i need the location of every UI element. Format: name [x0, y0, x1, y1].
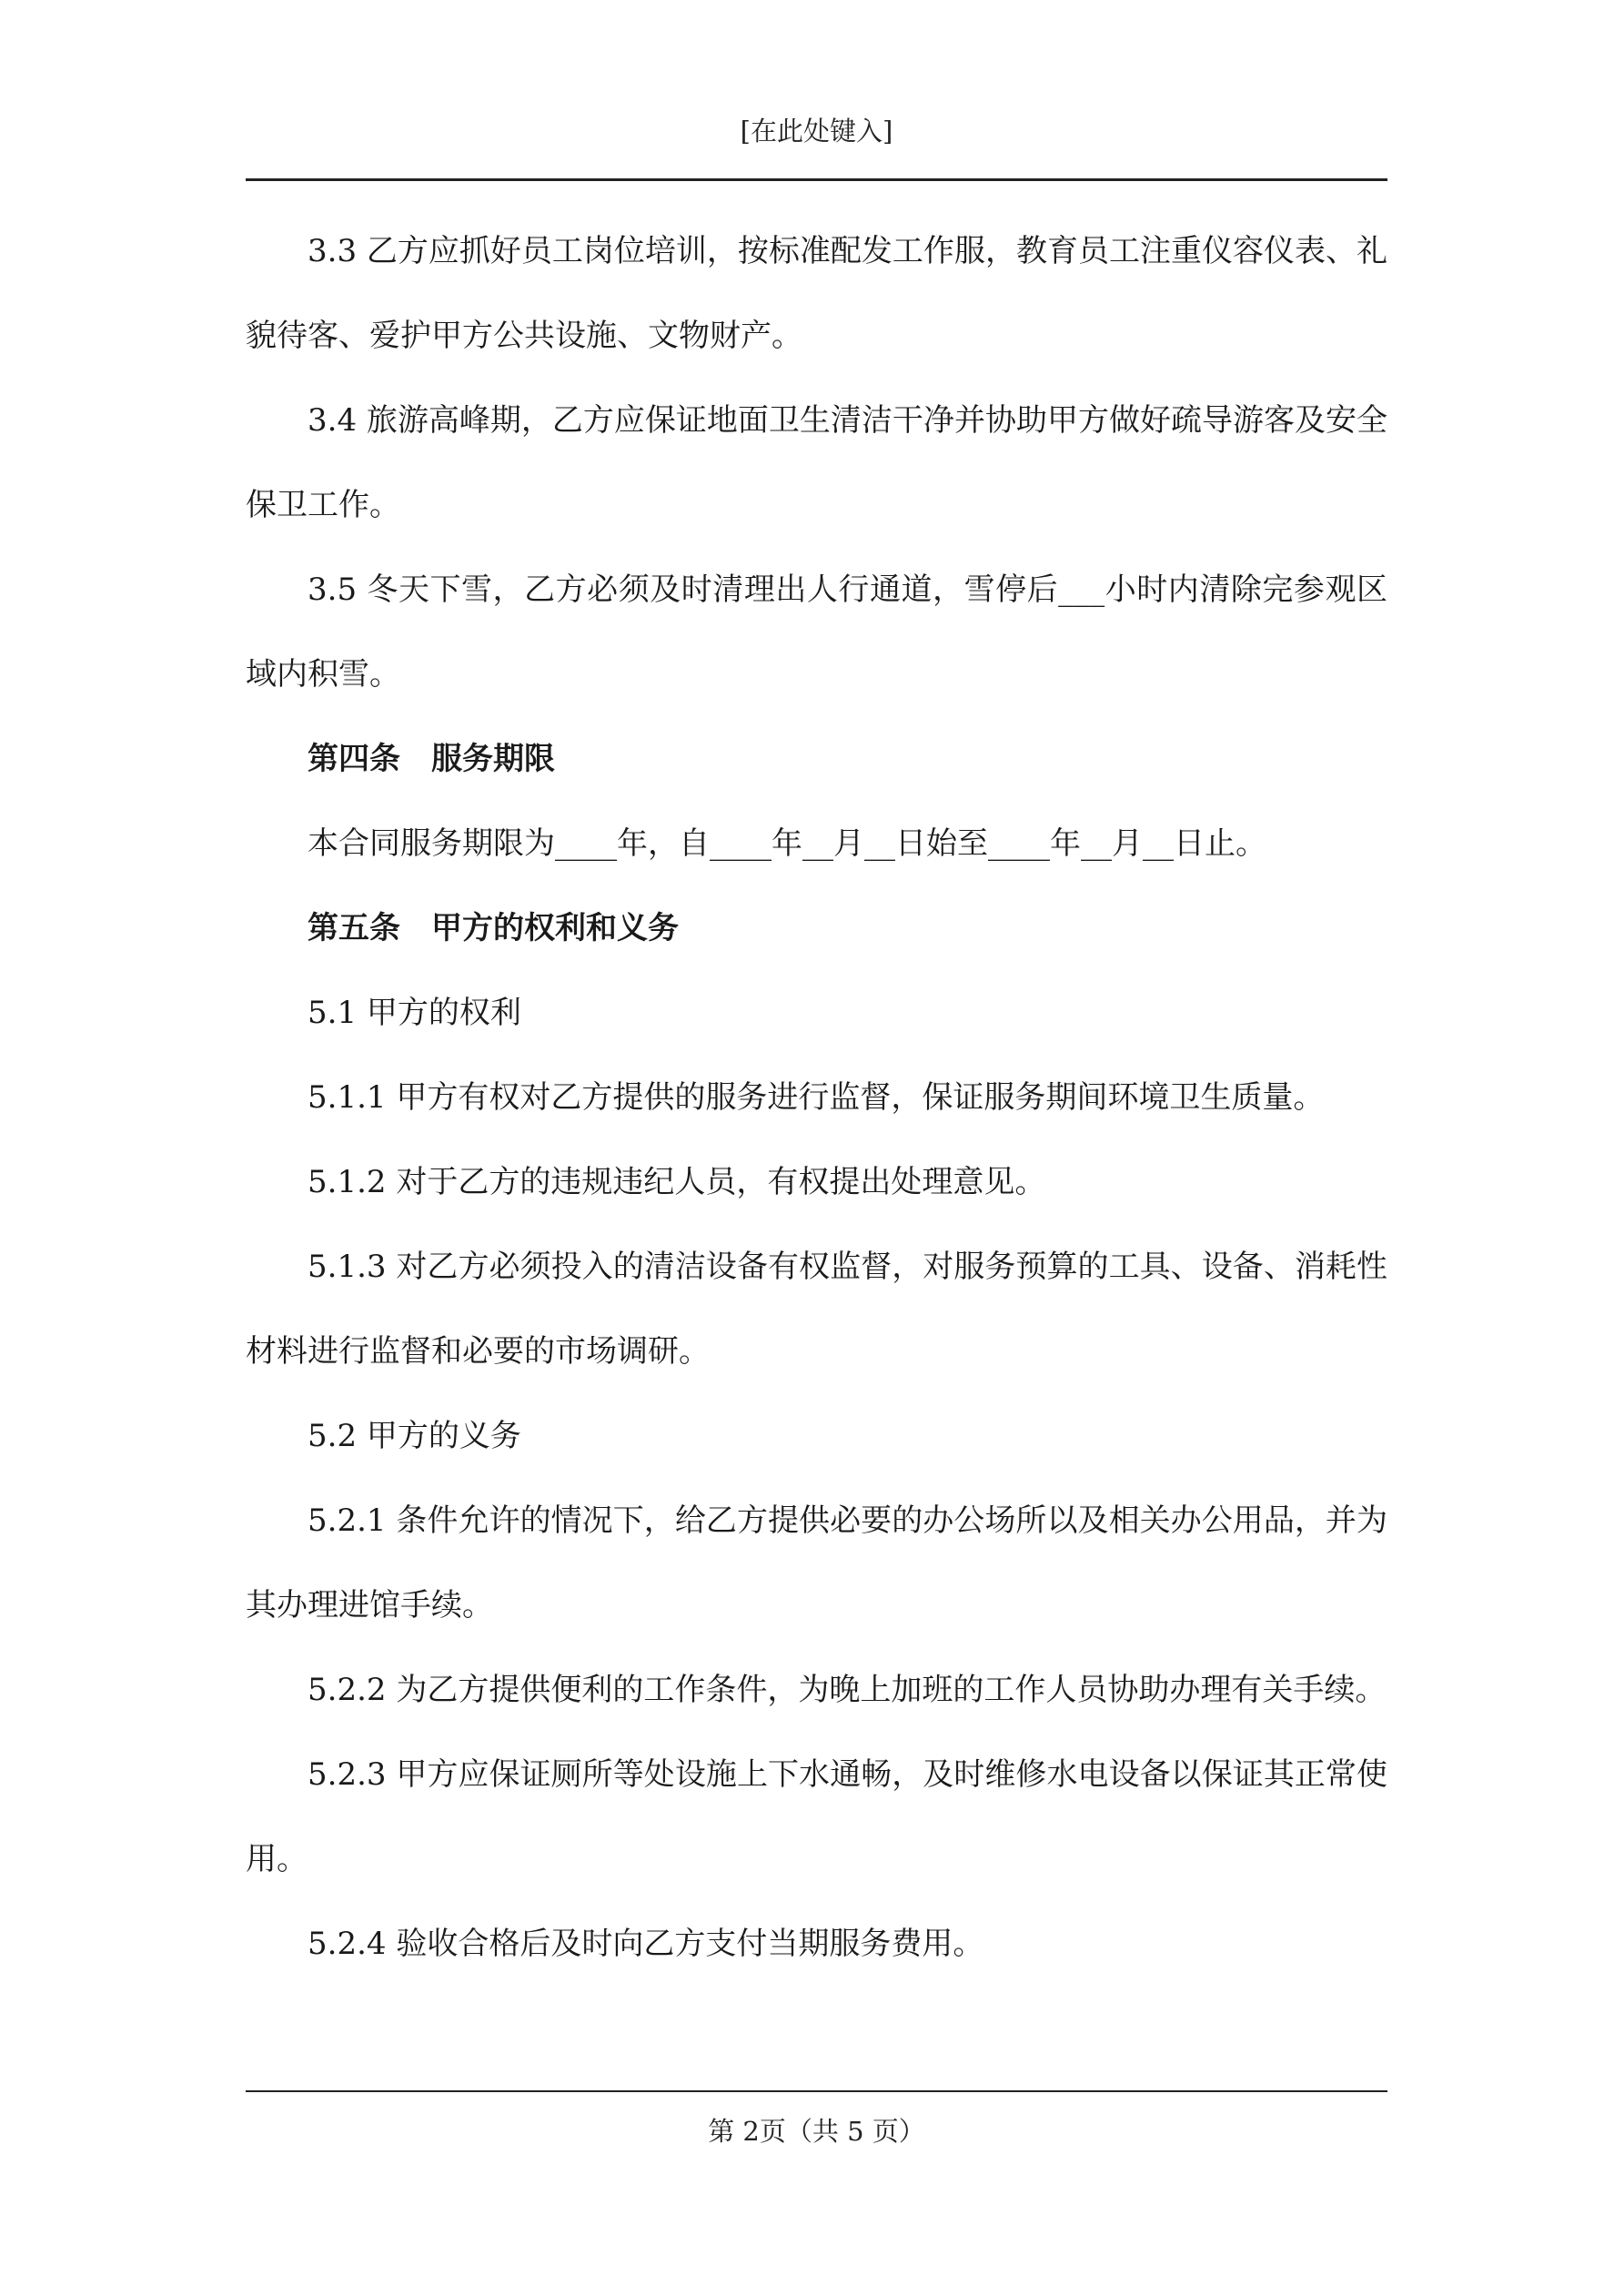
- paragraph-5-1-1: 5.1.1 甲方有权对乙方提供的服务进行监督，保证服务期间环境卫生质量。: [308, 1079, 1325, 1116]
- paragraph-5-2-2: 5.2.2 为乙方提供便利的工作条件，为晚上加班的工作人员协助办理有关手续。: [308, 1672, 1387, 1708]
- paragraph-5-2-3: 5.2.3 甲方应保证厕所等处设施上下水通畅，及时维修水电设备以保证其正常使用。: [246, 1756, 1387, 1877]
- paragraph-service-term: 本合同服务期限为____年，自____年__月__日始至____年__月__日止。: [308, 825, 1266, 862]
- paragraph-5-2-4: 5.2.4 验收合格后及时向乙方支付当期服务费用。: [308, 1926, 984, 1962]
- paragraph-5-2: 5.2 甲方的义务: [308, 1418, 521, 1454]
- paragraph-5-1-2: 5.1.2 对于乙方的违规违纪人员，有权提出处理意见。: [308, 1164, 1046, 1200]
- paragraph-5-2-1: 5.2.1 条件允许的情况下，给乙方提供必要的办公场所以及相关办公用品，并为其办理进馆手续。: [246, 1502, 1387, 1623]
- header-divider: [246, 178, 1387, 181]
- page-header: [在此处键入]: [740, 116, 893, 147]
- section-heading-5: 第五条 甲方的权利和义务: [308, 910, 679, 946]
- paragraph-3-5: 3.5 冬天下雪，乙方必须及时清理出人行通道，雪停后___小时内清除完参观区域内积雪。: [246, 571, 1387, 693]
- paragraph-3-3: 3.3 乙方应抓好员工岗位培训，按标准配发工作服，教育员工注重仪容仪表、礼貌待客、爱护甲方公共设施、文物财产。: [246, 233, 1387, 354]
- paragraph-3-4: 3.4 旅游高峰期，乙方应保证地面卫生清洁干净并协助甲方做好疏导游客及安全保卫工作。: [246, 402, 1387, 523]
- page-footer: 第 2页（共 5 页）: [708, 2116, 925, 2147]
- section-heading-4: 第四条 服务期限: [308, 741, 555, 777]
- paragraph-5-1: 5.1 甲方的权利: [308, 995, 521, 1031]
- document-body: [246, 209, 1387, 1987]
- footer-divider: [246, 2090, 1387, 2092]
- paragraph-5-1-3: 5.1.3 对乙方必须投入的清洁设备有权监督，对服务预算的工具、设备、消耗性材料进行监督和必要的市场调研。: [246, 1249, 1387, 1370]
